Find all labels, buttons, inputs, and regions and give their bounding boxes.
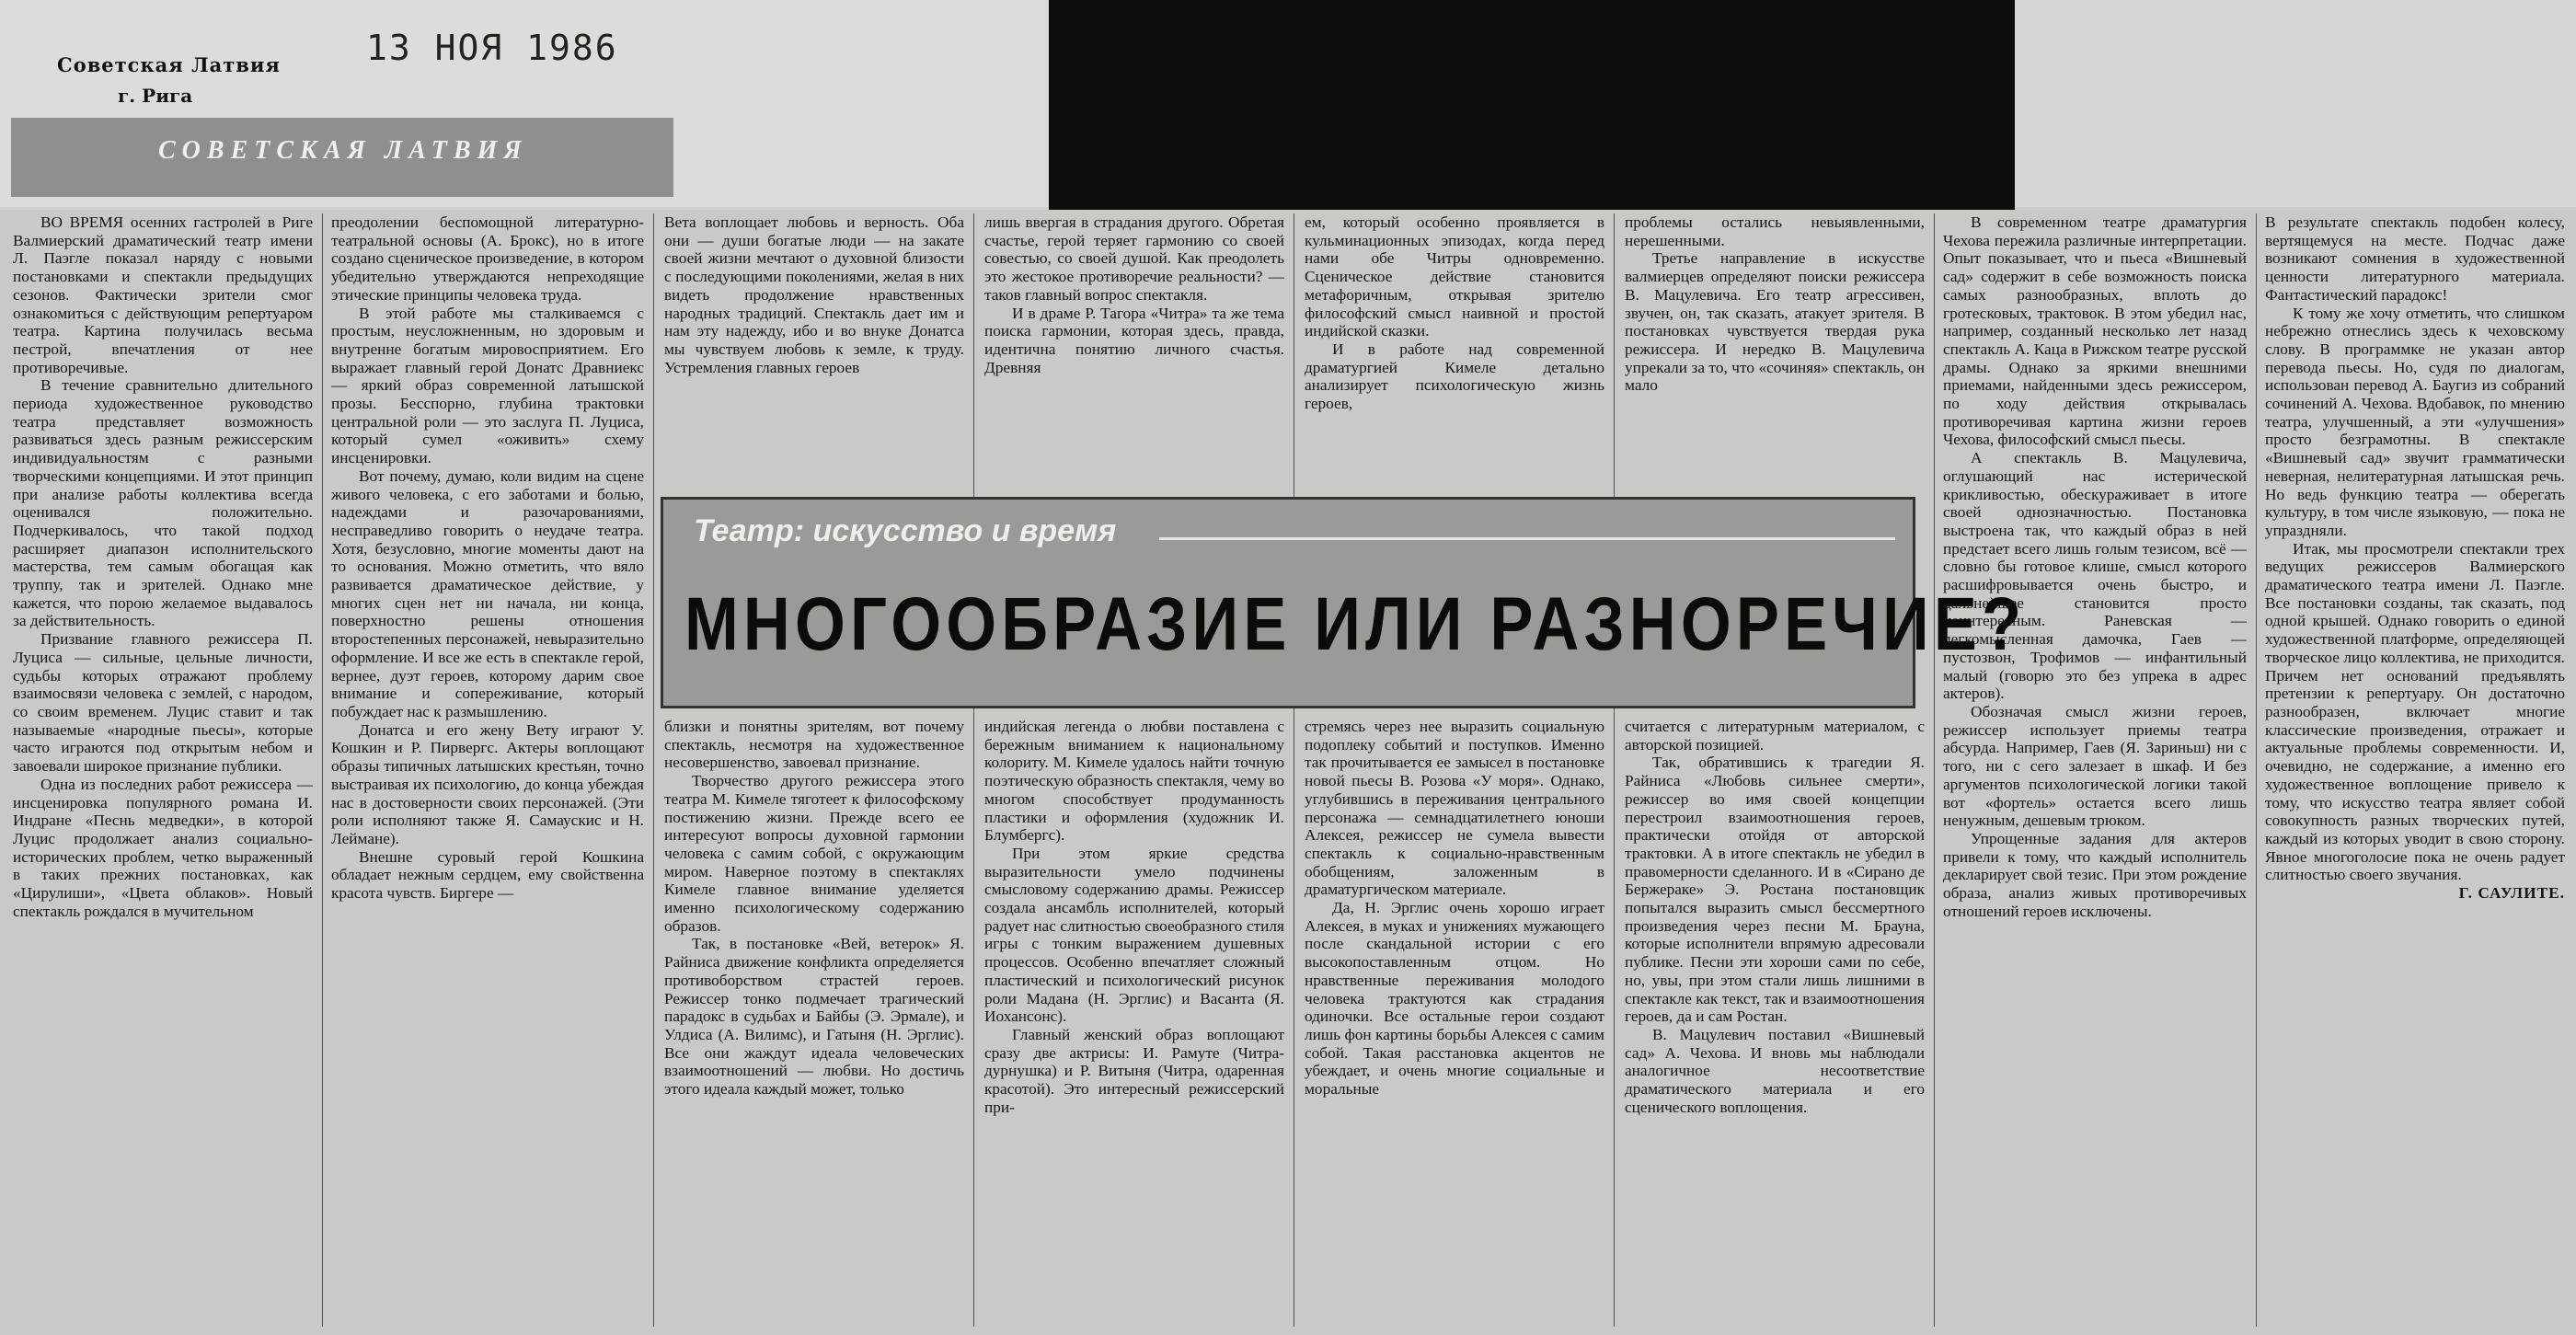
paragraph: ем, который особенно проявляется в кульминационных эпизодах, когда перед нами обе Читры одновременно. Сценическое действие становится метафоричным, открывая зрителю философский смысл наивной и простой индийской сказки. bbox=[1305, 213, 1604, 340]
rubric-rule bbox=[1159, 537, 1895, 540]
paragraph: Творчество другого режиссера этого театра М. Кимеле тяготеет к философскому постижению жизни. Прежде всего ее интересуют вопросы духовной гармонии человека с самим собой, с окружающим миром. Наверное поэтому в спектаклях Кимеле главное внимание уделяется именно психологическому содержанию образов. bbox=[664, 772, 964, 935]
column-divider bbox=[2256, 213, 2257, 1327]
article-column-7 bbox=[1943, 213, 2247, 1331]
author-byline: Г. САУЛИТЕ. bbox=[2458, 884, 2565, 903]
paragraph: считается с литературным материалом, с авторской позицией. bbox=[1625, 718, 1925, 754]
paragraph: Да, Н. Эрглис очень хорошо играет Алексея, в муках и унижениях мужающего после скандальной истории с его высокопоставленным отцом. Но нравственные переживания молодого человека трактуются как страдания одиночки. Все остальные герои создают лишь фон картины борьбы Алексея с самим собой. Такая расстановка акцентов не убеждает, и очень многие социальные и моральные bbox=[1305, 899, 1604, 1099]
paragraph: Так, в постановке «Вей, ветерок» Я. Райниса движение конфликта определяется противоборством страстей героев. Режиссер тонко подмечает трагический парадокс в судьбах и Байбы (Э. Эрмале), и Улдиса (А. Вилимс), и Гатыня (Н. Эрглис). Все они жаждут идеала человеческих взаимоотношений — любви. Но достичь этого идеала каждый может, только bbox=[664, 935, 964, 1099]
paragraph: В современном театре драматургия Чехова пережила различные интерпретации. Опыт показывает, что и пьеса «Вишневый сад» содержит в себе возможность поиска самых разнообразных, вплоть до гротесковых, трактовок. В этом убедил нас, например, созданный несколько лет назад спектакль А. Каца в Рижском театре русской драмы. Однако за яркими внешними приемами, найденными здесь режиссером, по ходу действия открывалась противоречивая картина жизни героев Чехова, философский смысл пьесы. bbox=[1943, 213, 2247, 449]
column-divider bbox=[653, 213, 654, 1327]
article-column-2 bbox=[331, 213, 644, 1331]
paragraph: ВО ВРЕМЯ осенних гастролей в Риге Валмиерский драматический театр имени Л. Паэгле показал наряду с новыми постановками и спектакли предыдущих сезонов. Фактически зрители смог ознакомиться с действующим репертуаром театра. Картина получилась весьма пестрой, впечатления от нее противоречивые. bbox=[13, 213, 313, 376]
article-column-5-top bbox=[1305, 213, 1604, 489]
paragraph: преодолении беспомощной литературно-театральной основы (А. Брокс), но в итоге создано сценическое произведение, в котором убедительно утверждаются непреходящие этические принципы человека труда. bbox=[331, 213, 644, 304]
paragraph: Внешне суровый герой Кошкина обладает нежным сердцем, ему свойственна красота чувств. Биргере — bbox=[331, 847, 644, 903]
column-divider bbox=[973, 213, 974, 1327]
paragraph: индийская легенда о любви поставлена с бережным вниманием к национальному колориту. М. Кимеле удалось найти точную поэтическую образность спектакля, чему во многом способствует продуманность пластики и оформления (художник И. Блумбергс). bbox=[984, 718, 1284, 845]
article-column-6-top bbox=[1625, 213, 1925, 489]
article-column-4-top bbox=[984, 213, 1284, 489]
paragraph: Третье направление в искусстве валмиерцев определяют поиски режиссера В. Мацулевича. Его театр агрессивен, звучен, он, так сказать, атакует зрителя. В постановках чувствуется твердая рука режиссера. И нередко В. Мацулевича упрекали за то, что «сочиняя» спектакль, он мало bbox=[1625, 249, 1925, 395]
column-divider bbox=[322, 213, 323, 1327]
article-column-5-bottom bbox=[1305, 718, 1604, 1331]
paragraph: лишь ввергая в страдания другого. Обретая счастье, герой теряет гармонию со своей совестью, со своей душой. Как преодолеть это жестокое противоречие реальности? — таков главный вопрос спектакля. bbox=[984, 213, 1284, 304]
paragraph: В течение сравнительно длительного периода художественное руководство театра представляет возможность развиваться здесь разным режиссерским индивидуальностям с разными творческими концепциями. И этот принцип при анализе работы коллектива всегда оценивался положительно. Подчеркивалось, что такой подход расширяет диапазон исполнительского мастерства, тем самым обогащая как труппу, так и зрителей. Однако мне кажется, что порою желаемое выдавалось за действительность. bbox=[13, 376, 313, 630]
article-column-3-top bbox=[664, 213, 964, 489]
paragraph: Упрощенные задания для актеров привели к тому, что каждый исполнитель декларирует свой тезис. При этом рождение образа, анализ живых противоречивых отношений героев исключены. bbox=[1943, 829, 2247, 920]
city-stamp: г. Рига bbox=[118, 85, 193, 107]
paragraph: В результате спектакль подобен колесу, вертящемуся на месте. Подчас даже возникают сомнения в художественной ценности литературного материала. Фантастический парадокс! bbox=[2265, 213, 2565, 304]
paragraph: проблемы остались невыявленными, нерешенными. bbox=[1625, 213, 1925, 249]
paragraph: А спектакль В. Мацулевича, оглушающий нас истерической крикливостью, обескураживает в итоге своей однозначностью. Постановка выстроена так, что каждый образ в ней предстает всего лишь голым тезисом, всё — словно бы готовое клише, смысл которого расшифровывается очень быстро, и дальнейшее становится просто неинтересным. Раневская — легкомысленная дамочка, Гаев — пустозвон, Трофимов — инфантильный малый (говорю это без упрека в адрес актеров). bbox=[1943, 449, 2247, 703]
column-divider bbox=[1614, 213, 1615, 1327]
masthead-title: СОВЕТСКАЯ ЛАТВИЯ bbox=[158, 136, 528, 165]
author-byline-line bbox=[2265, 884, 2565, 903]
paragraph: Одна из последних работ режиссера — инсценировка популярного романа И. Индране «Песнь медведки», в которой Луцис продолжает анализ социально-исторических проблем, четко выраженный в таких прежних постановках, как «Цирулиши», «Цвета облаков». Новый спектакль рождался в мучительном bbox=[13, 775, 313, 920]
paragraph: Так, обратившись к трагедии Я. Райниса «Любовь сильнее смерти», режиссер во имя своей концепции перестроил взаимоотношения героев, практически отойдя от авторской трактовки. А в итоге спектакль не убедил в правомерности сделанного. И в «Сирано де Бержераке» Э. Ростана постановщик попытался выразить смысл бессмертного произведения через песни М. Брауна, которые исполнители впрямую адресовали публике. Песни эти хороши сами по себе, но, увы, при этом стали лишь лишними в спектакле как текст, так и взаимоотношения героев, да и сам Ростан. bbox=[1625, 754, 1925, 1026]
date-stamp: 13 НОЯ 1986 bbox=[366, 28, 618, 68]
paragraph: Итак, мы просмотрели спектакли трех ведущих режиссеров Валмиерского драматического театра имени Л. Паэгле. Все постановки созданы, так сказать, под одной крышей. Однако говорить о единой художественной платформе, определяющей творческое лицо коллектива, не приходится. Причем нет оснований предъявлять претензии к репертуару. Он достаточно разнообразен, включает многие классические произведения, отражает и актуальные проблемы современности. И, очевидно, не содержание, а именно его художественное воплощение привело к тому, что искусство театра являет собой совокупность разных творческих путей, каждый из которых уводит в свою сторону. Явное многоголосие пока не очень радует слитностью своего звучания. bbox=[2265, 539, 2565, 884]
paragraph: Вета воплощает любовь и верность. Оба они — души богатые люди — на закате своей жизни мечтают о духовной близости с последующими поколениями, желая в них видеть продолжение нравственных народных традиций. Спектакль дает им и нам эту надежду, ибо и во внуке Донатса мы чувствуем любовь к земле, к труду. Устремления главных героев bbox=[664, 213, 964, 376]
paragraph: Главный женский образ воплощают сразу две актрисы: И. Рамуте (Читра-дурнушка) и Р. Витыня (Читра, одаренная красотой). Это интересный режиссерский при- bbox=[984, 1025, 1284, 1116]
article-column-8 bbox=[2265, 213, 2565, 1331]
article-column-4-bottom bbox=[984, 718, 1284, 1331]
paragraph: И в драме Р. Тагора «Читра» та же тема поиска гармонии, которая здесь, правда, идентична понятию личного счастья. Древняя bbox=[984, 304, 1284, 376]
paragraph: Обозначая смысл жизни героев, режиссер использует приемы театра абсурда. Например, Гаев (Я. Зариньш) ни с того, ни с сего залезает в шкаф. И без аргументов психологической логики такой вот «фортель» остается всего лишь ненужным, дешевым трюком. bbox=[1943, 702, 2247, 830]
paragraph: При этом яркие средства выразительности умело подчинены смысловому содержанию драмы. Режиссер создала ансамбль исполнителей, который радует нас слитностью своеобразного стиля игры с тонким выражением душевных процессов. Особенно впечатляет сложный пластический и психологический рисунок роли Мадана (Н. Эрглис) и Васанта (Я. Иохансонс). bbox=[984, 844, 1284, 1026]
headline: МНОГООБРАЗИЕ ИЛИ РАЗНОРЕЧИЕ? bbox=[684, 582, 2027, 666]
rubric: Театр: искусство и время bbox=[694, 513, 1117, 548]
paragraph: В этой работе мы сталкиваемся с простым, неусложненным, но здоровым и внутренне богатым мировосприятием. Его выражает главный герой Донатс Дравниекс — яркий образ современной латышской прозы. Бесспорно, глубина трактовки центральной роли — это заслуга П. Луциса, который сумел «оживить» схему инсценировки. bbox=[331, 304, 644, 467]
source-stamp: Советская Латвия bbox=[57, 53, 281, 76]
paragraph: Донатса и его жену Вету играют У. Кошкин и Р. Пирвергс. Актеры воплощают образы типичных латышских крестьян, точно выстраивая их психологию, до конца убеждая нас в достоверности своих персонажей. (Эти роли исполняют также Я. Самаускис и Н. Леймане). bbox=[331, 720, 644, 847]
paragraph: К тому же хочу отметить, что слишком небрежно отнеслись здесь к чеховскому слову. В программке не указан автор перевода пьесы. Но, судя по диалогам, использован перевод А. Баугиз из собраний сочинений А. Чехова. Вдобавок, по мнению театра, улучшенный, а эти «улучшения» просто безграмотны. В спектакле «Вишневый сад» звучит грамматически неверная, нелитературная латышская речь. Но ведь функцию театра — оберегать культуру, в том числе языковую, — пока не упраздняли. bbox=[2265, 304, 2565, 539]
paragraph: И в работе над современной драматургией Кимеле детально анализирует психологическую жизнь героев, bbox=[1305, 340, 1604, 413]
article-column-6-bottom bbox=[1625, 718, 1925, 1331]
article-column-1 bbox=[13, 213, 313, 1331]
article-column-3-bottom bbox=[664, 718, 964, 1331]
paragraph: Призвание главного режиссера П. Луциса — сильные, цельные личности, судьбы которых отражают проблему взаимосвязи человека с землей, с народом, со своим временем. Луцис ставит и так называемые «народные пьесы», которые часто играются под открытым небом и завоевали широкое признание публики. bbox=[13, 630, 313, 776]
column-divider bbox=[1934, 213, 1935, 1327]
paragraph: В. Мацулевич поставил «Вишневый сад» А. Чехова. И вновь мы наблюдали аналогичное несоответствие драматического материала и его сценического воплощения. bbox=[1625, 1025, 1925, 1116]
paragraph: близки и понятны зрителям, вот почему спектакль, несмотря на художественное несовершенство, завоевал признание. bbox=[664, 718, 964, 772]
paragraph: стремясь через нее выразить социальную подоплеку событий и поступков. Именно так прочитывается ее замысел в постановке новой пьесы В. Розова «У моря». Однако, углубившись в переживания центрального персонажа — семнадцатилетнего юноши Алексея, режиссер не сумела вывести спектакль к социально-нравственным обобщениям, заложенным в драматургическом материале. bbox=[1305, 718, 1604, 899]
paragraph: Вот почему, думаю, коли видим на сцене живого человека, с его заботами и болью, надеждами и разочарованиями, несправедливо говорить о неудаче театра. Хотя, безусловно, многие моменты дают на то основания. Можно отметить, что вяло развивается драматическое действие, у многих сцен нет ни начала, ни конца, поверхностно решены отношения второстепенных персонажей, невыразительно оформление. И все же есть в спектакле герой, вернее, дуэт героев, которому дарим свое внимание и сопереживание, который побуждает нас к размышлению. bbox=[331, 466, 644, 720]
